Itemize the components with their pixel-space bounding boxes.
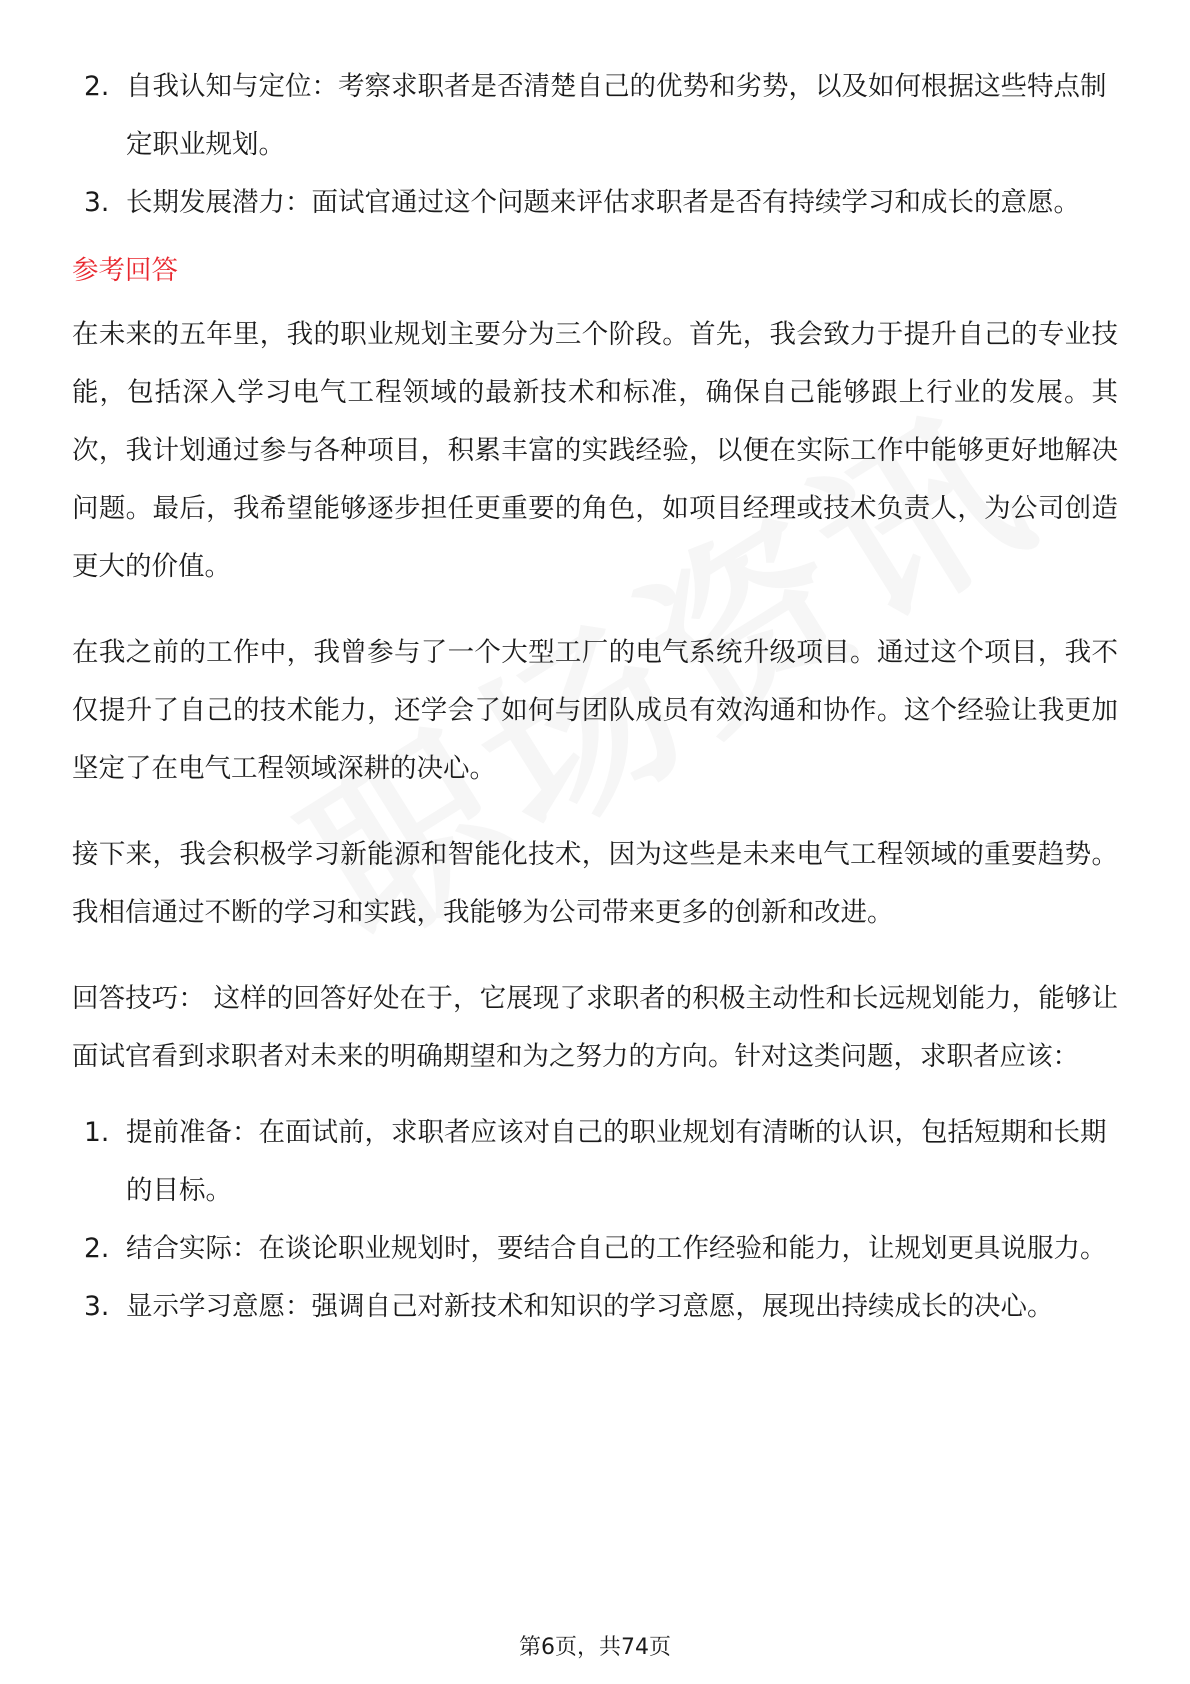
list-item-number: 3. xyxy=(84,1291,110,1322)
tips-intro-paragraph: 回答技巧： 这样的回答好处在于，它展现了求职者的积极主动性和长远规划能力，能够让面试官看到求职者对未来的明确期望和为之努力的方向。针对这类问题，求职者应该： xyxy=(72,983,1118,1072)
list-item-text: 提前准备：在面试前，求职者应该对自己的职业规划有清晰的认识，包括短期和长期的目标。 xyxy=(126,1117,1107,1206)
list-item xyxy=(72,1220,1118,1278)
list-item-number: 1. xyxy=(84,1117,110,1148)
list-item-text: 结合实际：在谈论职业规划时，要结合自己的工作经验和能力，让规划更具说服力。 xyxy=(126,1233,1107,1264)
list-item-text: 显示学习意愿：强调自己对新技术和知识的学习意愿，展现出持续成长的决心。 xyxy=(126,1291,1054,1322)
list-item xyxy=(72,58,1118,174)
list-item-text: 长期发展潜力：面试官通过这个问题来评估求职者是否有持续学习和成长的意愿。 xyxy=(126,187,1080,218)
list-item-number: 3. xyxy=(84,187,110,218)
top-numbered-list xyxy=(72,58,1118,232)
answer-paragraph: 在我之前的工作中，我曾参与了一个大型工厂的电气系统升级项目。通过这个项目，我不仅提升了自己的技术能力，还学会了如何与团队成员有效沟通和协作。这个经验让我更加坚定了在电气工程领域深耕的决心。 xyxy=(72,637,1118,784)
list-item xyxy=(72,1104,1118,1220)
document-page xyxy=(72,58,1118,1336)
page-footer: 第6页，共74页 xyxy=(519,1635,671,1660)
answer-paragraph: 在未来的五年里，我的职业规划主要分为三个阶段。首先，我会致力于提升自己的专业技能，包括深入学习电气工程领域的最新技术和标准，确保自己能够跟上行业的发展。其次，我计划通过参与各种项目，积累丰富的实践经验，以便在实际工作中能够更好地解决问题。最后，我希望能够逐步担任更重要的角色，如项目经理或技术负责人，为公司创造更大的价值。 xyxy=(72,319,1118,582)
list-item-number: 2. xyxy=(84,71,110,102)
list-item-text: 自我认知与定位：考察求职者是否清楚自己的优势和劣势，以及如何根据这些特点制定职业规划。 xyxy=(126,71,1107,160)
answer-paragraph: 接下来，我会积极学习新能源和智能化技术，因为这些是未来电气工程领域的重要趋势。我相信通过不断的学习和实践，我能够为公司带来更多的创新和改进。 xyxy=(72,839,1118,928)
list-item xyxy=(72,174,1118,232)
list-item xyxy=(72,1278,1118,1336)
list-item-number: 2. xyxy=(84,1233,110,1264)
section-title: 参考回答 xyxy=(72,255,178,286)
tips-numbered-list xyxy=(72,1104,1118,1336)
